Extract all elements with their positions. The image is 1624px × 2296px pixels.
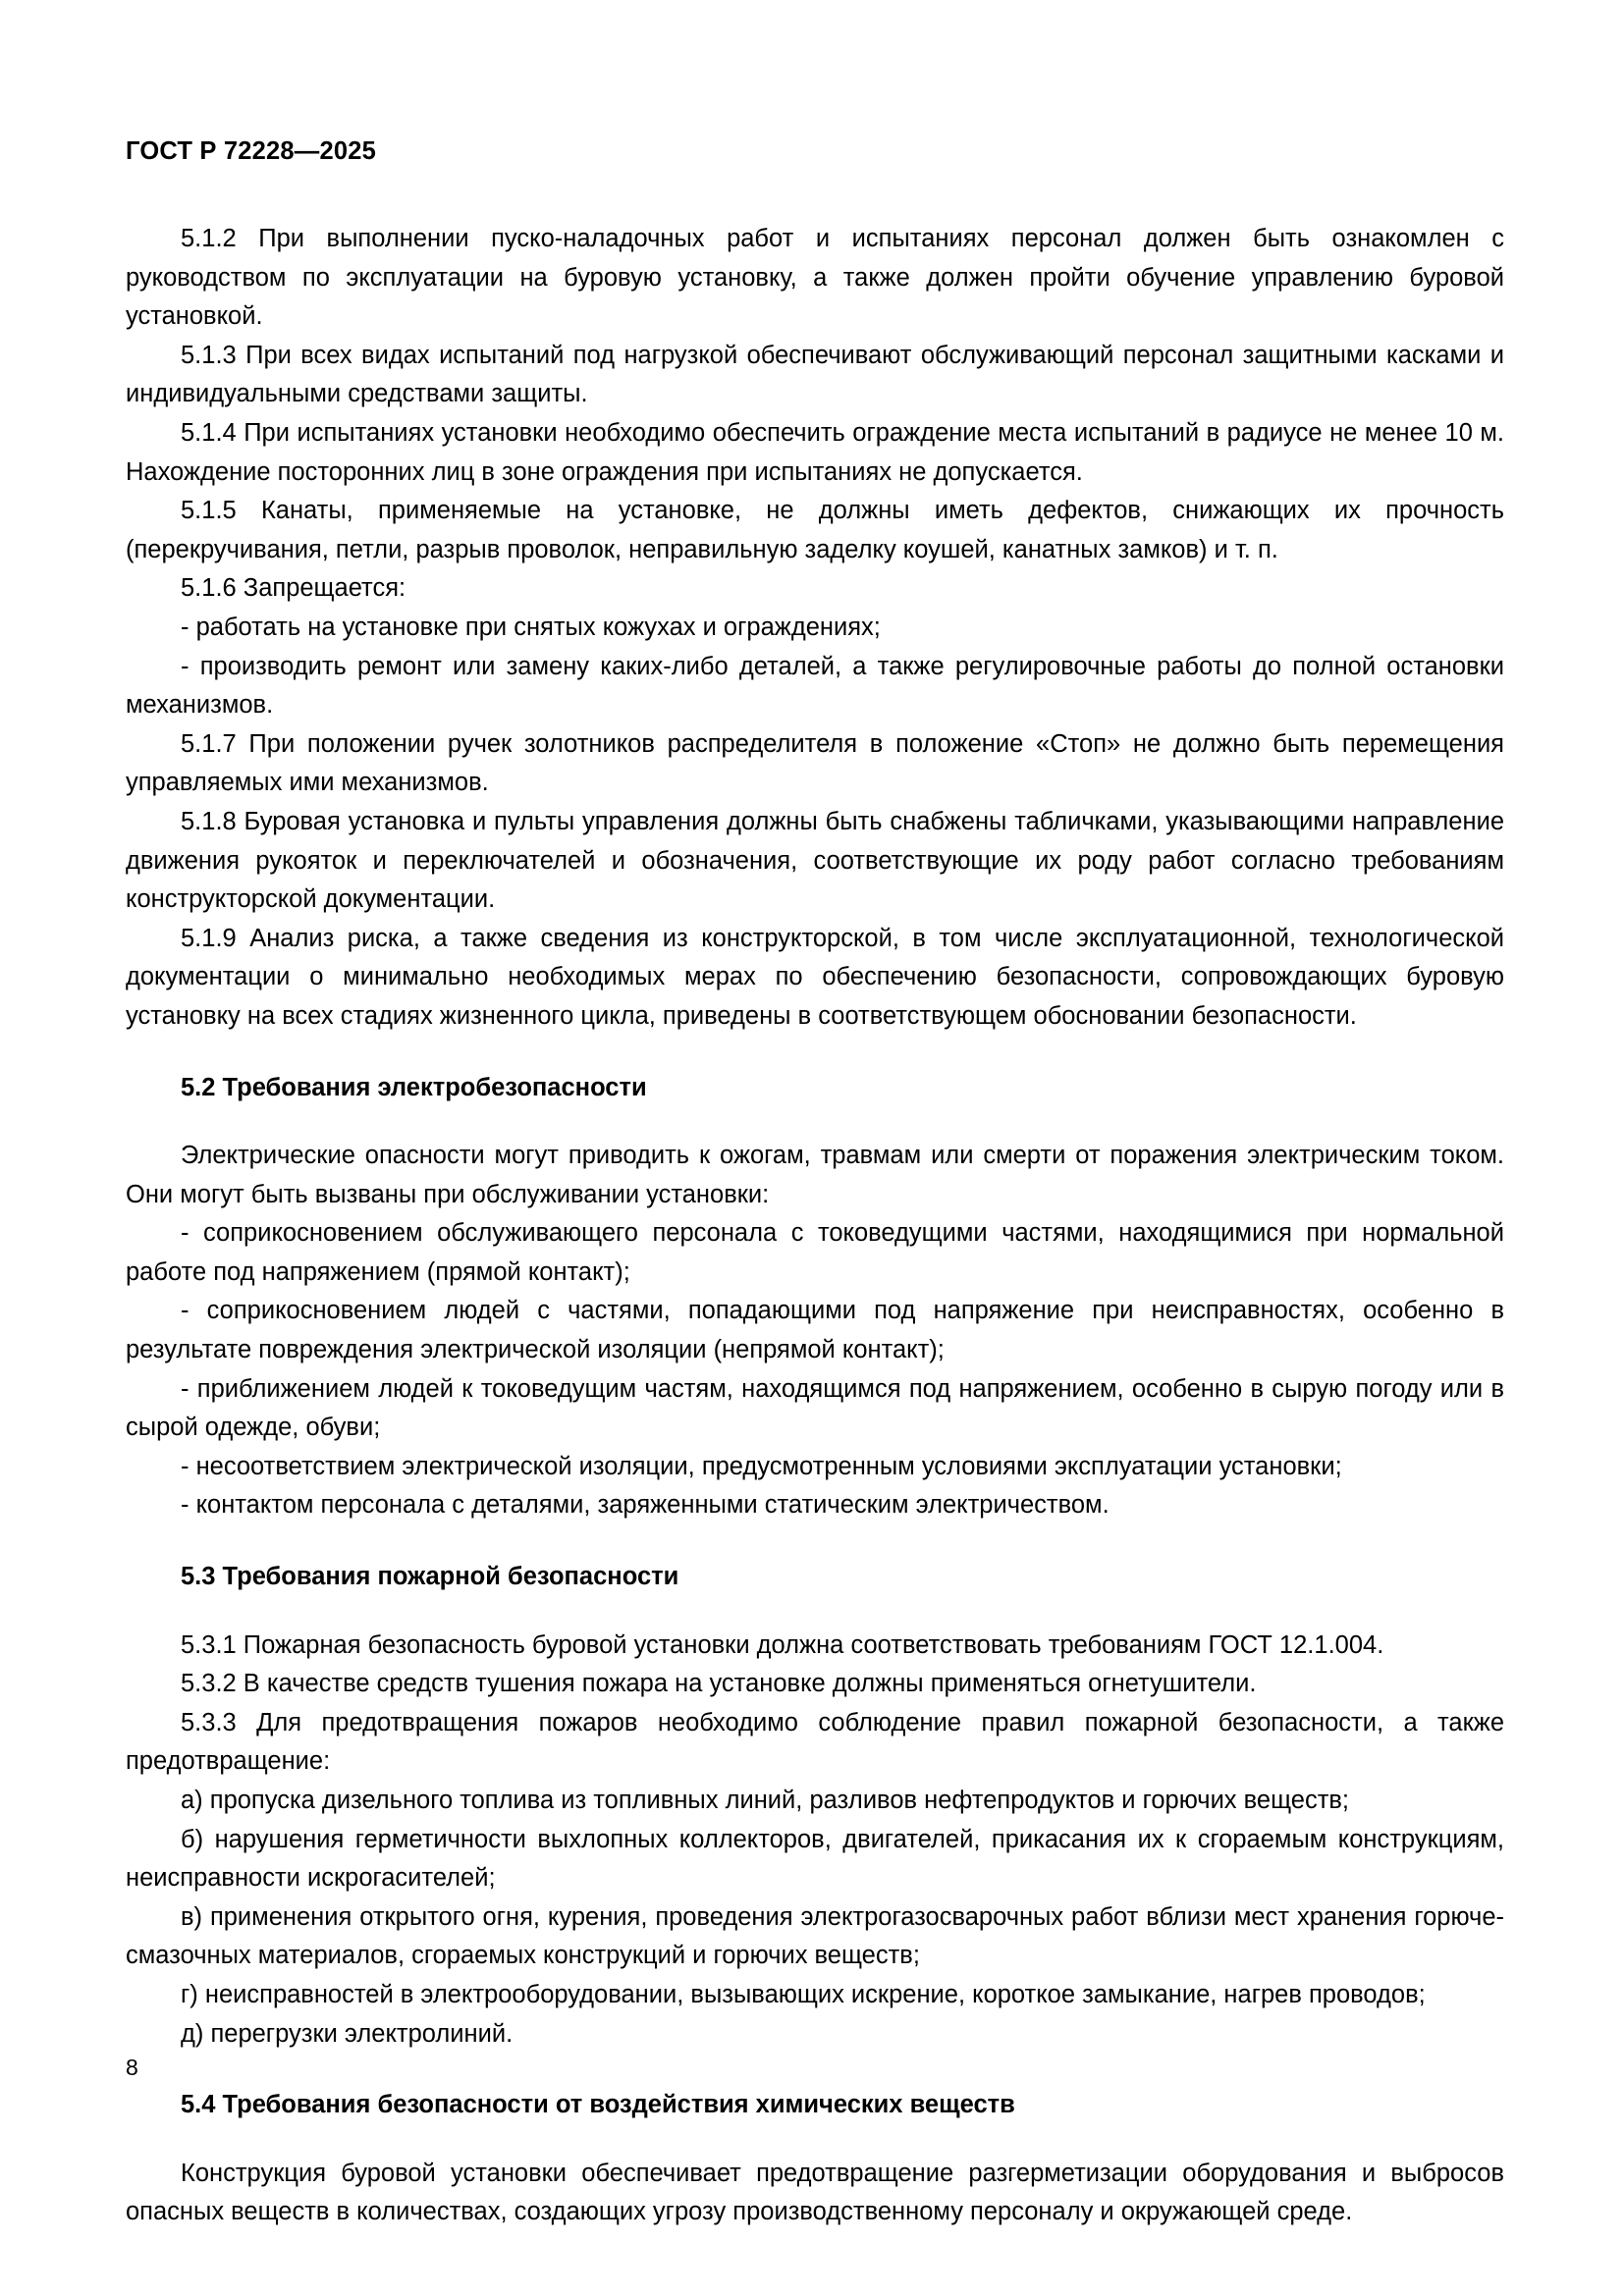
clause-5-3-3-item-d: д) перегрузки электролиний.: [181, 2019, 514, 2048]
clause-5-2-item-c: - приближением людей к токоведущим частям, находящимся под напряжением, особенно в сырую погоду или в сырой одежде, обуви;: [126, 1374, 1504, 1442]
clause-5-2-item-a: - соприкосновением обслуживающего персонала с токоведущими частями, находящимися при нормальной работе под напряжением (прямой контакт);: [126, 1219, 1504, 1286]
clause-5-3-3-item-v: в) применения открытого огня, курения, проведения электрогазосварочных работ вблизи мест хранения горюче-смазочных материалов, сгораемых конструкций и горючих веществ;: [126, 1902, 1504, 1970]
clause-5-3-1: 5.3.1 Пожарная безопасность буровой установки должна соответствовать требованиям ГОСТ 12.1.004.: [181, 1630, 1384, 1659]
clause-5-2-item-b: - соприкосновением людей с частями, попадающими под напряжение при неисправностях, особенно в результате повреждения электрической изоляции (непрямой контакт);: [126, 1297, 1504, 1364]
clause-5-1-7: 5.1.7 При положении ручек золотников распределителя в положение «Стоп» не должно быть перемещения управляемых ими механизмов.: [126, 729, 1504, 797]
clause-5-1-3: 5.1.3 При всех видах испытаний под нагрузкой обеспечивают обслуживающий персонал защитными касками и индивидуальными средствами защиты.: [126, 341, 1504, 408]
clause-5-3-3: 5.3.3 Для предотвращения пожаров необходимо соблюдение правил пожарной безопасности, а также предотвращение:: [126, 1708, 1504, 1776]
clause-5-1-6: 5.1.6 Запрещается:: [181, 574, 406, 603]
clause-5-3-3-item-g: г) неисправностей в электрооборудовании, вызывающих искрение, короткое замыкание, нагрев проводов;: [181, 1980, 1426, 2008]
clause-5-1-8: 5.1.8 Буровая установка и пульты управления должны быть снабжены табличками, указывающими направление движения рукояток и переключателей и обозначения, соответствующие их роду работ согласно требованиям конструкторской документации.: [126, 807, 1504, 914]
clause-5-1-9: 5.1.9 Анализ риска, а также сведения из конструкторской, в том числе эксплуатационной, технологической документации о минимально необходимых мерах по обеспечению безопасности, сопровождающих буровую установку на всех стадиях жизненного цикла, приведены в соответствующем обосновании безопасности.: [126, 924, 1504, 1030]
clause-5-2-item-d: - несоответствием электрической изоляции, предусмотренным условиями эксплуатации установки;: [181, 1452, 1342, 1480]
clause-5-3-2: 5.3.2 В качестве средств тушения пожара на установке должны применяться огнетушители.: [181, 1670, 1257, 1698]
clause-5-2-item-e: - контактом персонала с деталями, заряженными статическим электричеством.: [181, 1491, 1110, 1520]
clause-5-3-3-item-b: б) нарушения герметичности выхлопных коллекторов, двигателей, прикасания их к сгораемым конструкциям, неисправности искрогасителей;: [126, 1825, 1504, 1893]
heading-5-4: 5.4 Требования безопасности от воздействия химических веществ: [181, 2091, 1015, 2119]
clause-5-2-intro: Электрические опасности могут приводить к ожогам, травмам или смерти от поражения электрическим током. Они могут быть вызваны при обслуживании установки:: [126, 1142, 1504, 1208]
page-content: [126, 137, 1504, 2232]
clause-5-1-5: 5.1.5 Канаты, применяемые на установке, не должны иметь дефектов, снижающих их прочность (перекручивания, петли, разрыв проволок, неправильную заделку коушей, канатных замков) и т. п.: [126, 497, 1504, 563]
clause-5-1-6-item-b: - производить ремонт или замену каких-либо деталей, а также регулировочные работы до полной остановки механизмов.: [126, 652, 1504, 720]
clause-5-3-3-item-a: а) пропуска дизельного топлива из топливных линий, разливов нефтепродуктов и горючих веществ;: [181, 1787, 1350, 1815]
page-number: 8: [126, 2055, 138, 2080]
clause-5-1-4: 5.1.4 При испытаниях установки необходимо обеспечить ограждение места испытаний в радиусе не менее 10 м. Нахождение посторонних лиц в зоне ограждения при испытаниях не допускается.: [126, 419, 1504, 486]
document-body: [126, 220, 1504, 2232]
clause-5-4-intro: Конструкция буровой установки обеспечивает предотвращение разгерметизации оборудования и выбросов опасных веществ в количествах, создающих угрозу производственному персоналу и окружающей среде.: [126, 2159, 1504, 2226]
heading-5-2: 5.2 Требования электробезопасности: [181, 1073, 647, 1101]
clause-5-1-6-item-a: - работать на установке при снятых кожухах и ограждениях;: [181, 613, 881, 641]
heading-5-3: 5.3 Требования пожарной безопасности: [181, 1563, 679, 1591]
document-standard-header: ГОСТ Р 72228—2025: [126, 137, 377, 165]
clause-5-1-2: 5.1.2 При выполнении пуско-наладочных работ и испытаниях персонал должен быть ознакомлен с руководством по эксплуатации на буровую установку, а также должен пройти обучение управлению буровой установкой.: [126, 225, 1504, 331]
